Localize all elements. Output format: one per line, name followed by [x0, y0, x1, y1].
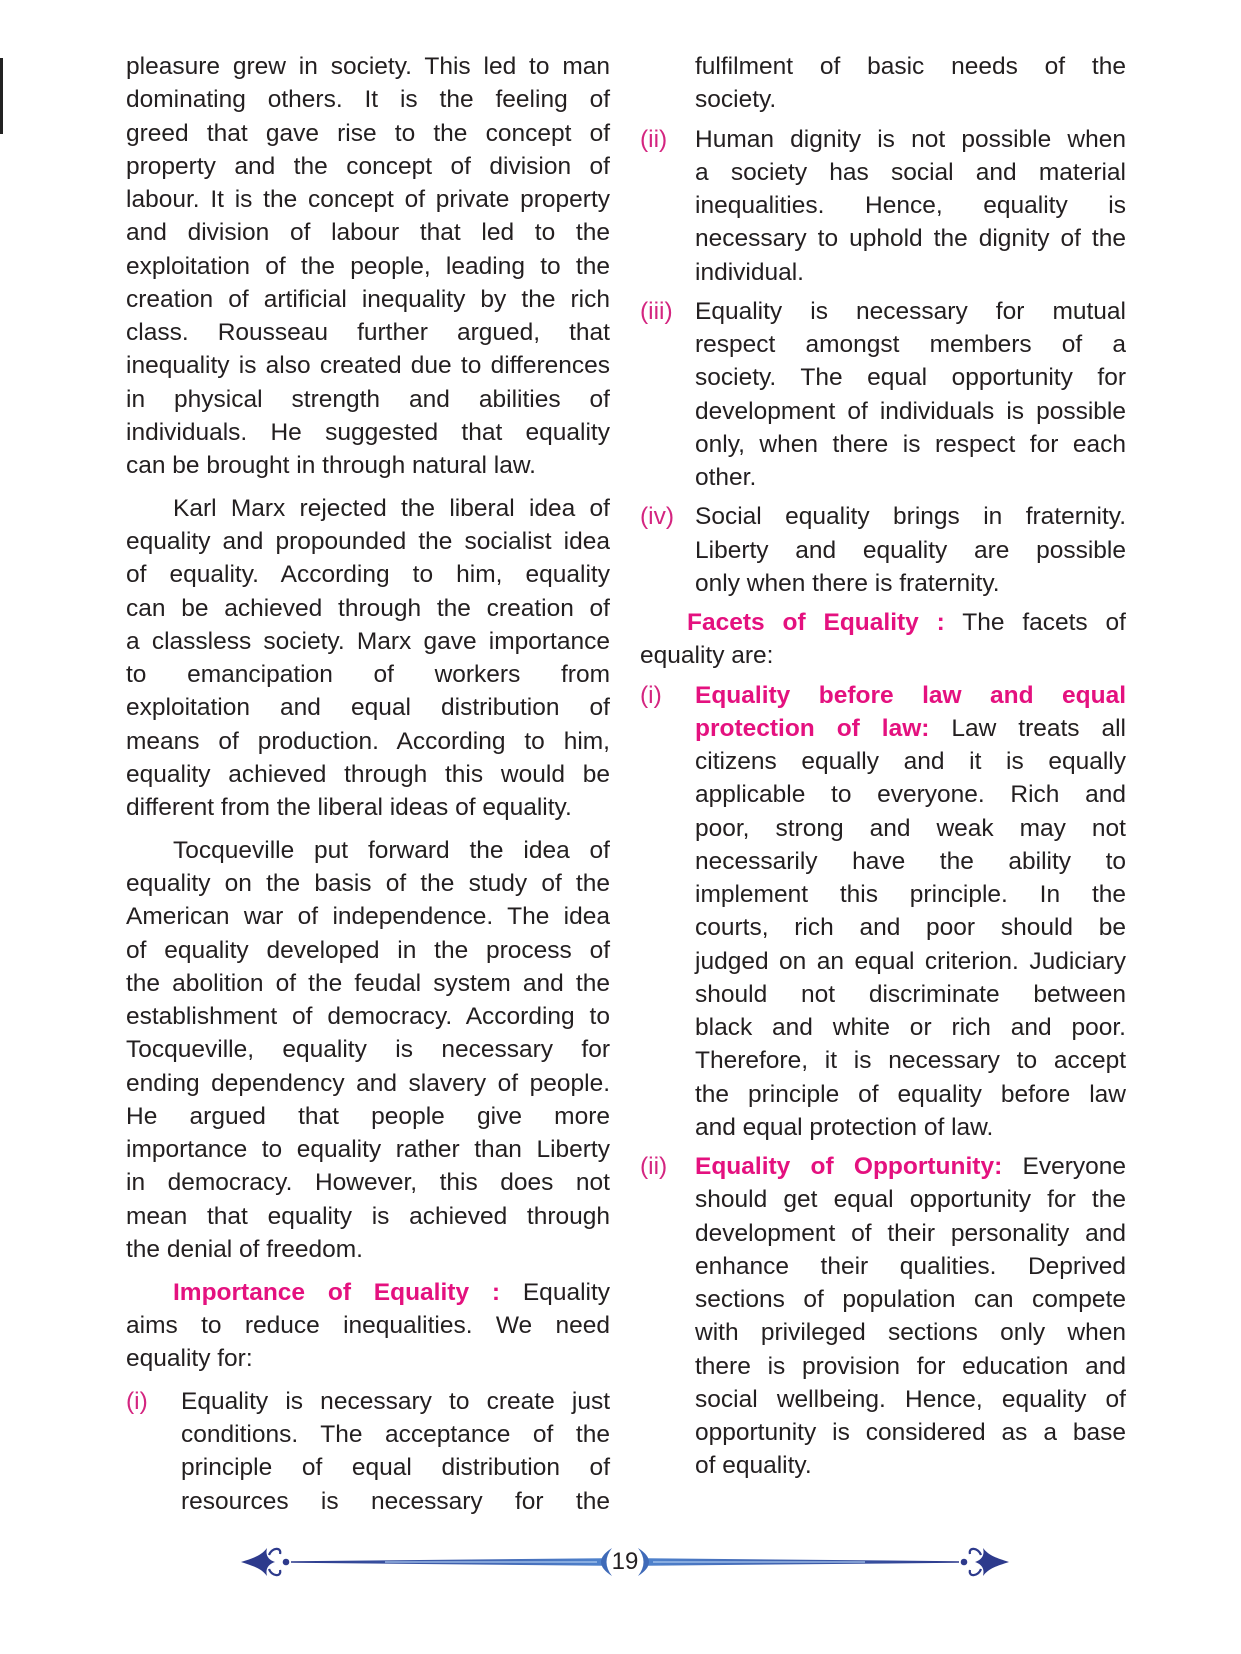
list-item [640, 679, 1126, 1145]
text-line [640, 606, 1126, 639]
list-numeral: (iv) [640, 503, 675, 531]
page-number-bracket-right [638, 1548, 649, 1576]
text-line: applicable to everyone. Rich and [695, 781, 1126, 809]
text-line: Tocqueville put forward the idea of [173, 836, 610, 864]
block-text [126, 1276, 610, 1376]
text-line: and equal protection of law. [695, 1113, 994, 1141]
text-line: to emancipation of workers from [126, 661, 610, 688]
text-line: greed that gave rise to the concept of [126, 119, 610, 147]
text-line: Karl Marx rejected the liberal idea of [173, 494, 610, 522]
text-line: dominating others. It is the feeling of [126, 86, 610, 114]
footer-flourish-left [241, 1548, 289, 1576]
bold-heading-text: Facets of Equality : [687, 609, 945, 636]
text-line: courts, rich and poor should be [695, 914, 1126, 942]
text-line: exploitation of the people, leading to the [126, 252, 610, 280]
text-line: a society has social and material [695, 158, 1126, 186]
text-line: the abolition of the feudal system and the [126, 969, 610, 997]
page-number: 19 [611, 1548, 639, 1575]
block-text [126, 492, 610, 825]
text-line [695, 679, 1126, 712]
text-line: Liberty and equality are possible [695, 536, 1126, 564]
list-item [640, 123, 1126, 289]
bold-heading-text: Importance of Equality : [173, 1278, 501, 1306]
block-text [695, 123, 1126, 289]
text-line: the principle of equality before law [695, 1080, 1126, 1108]
text-line: establishment of democracy. According to [126, 1003, 610, 1030]
text-line: necessary to uphold the dignity of the [695, 225, 1126, 253]
bold-heading-text: Equality before law and equal [695, 681, 1126, 709]
text-line: only, when there is respect for each [695, 430, 1126, 458]
block-text [695, 295, 1126, 495]
text-line: American war of independence. The idea [126, 903, 610, 931]
text-line: equality on the basis of the study of the [126, 870, 610, 897]
text-line: respect amongst members of a [695, 331, 1126, 358]
paragraph [640, 606, 1126, 673]
text-line: fulfilment of basic needs of the [695, 53, 1126, 80]
text-line: principle of equal distribution of [181, 1454, 610, 1482]
text-line: can be achieved through the creation of [126, 594, 610, 622]
text-line: pleasure grew in society. This led to man [126, 53, 610, 80]
text-line: citizens equally and it is equally [695, 748, 1126, 775]
text-line: of equality. According to him, equality [126, 561, 610, 589]
text-line: social wellbeing. Hence, equality of [695, 1385, 1126, 1413]
text-line: individual. [695, 258, 804, 286]
text-line: importance to equality rather than Liberty [126, 1136, 610, 1163]
block-text [695, 500, 1126, 600]
text-line: creation of artificial inequality by the rich [126, 285, 610, 313]
text-line [695, 712, 1126, 745]
block-text [695, 50, 1126, 117]
flourish-curl-bottom [269, 1569, 280, 1575]
text-line: property and the concept of division of [126, 152, 610, 180]
text-line: Tocqueville, equality is necessary for [126, 1036, 610, 1064]
list-item-continued [640, 50, 1126, 117]
text-line: conditions. The acceptance of the [181, 1421, 610, 1448]
text-line: resources is necessary for the [181, 1487, 610, 1515]
text-line: other. [695, 464, 757, 491]
paragraph [126, 1276, 610, 1376]
text-line: should not discriminate between [695, 980, 1126, 1008]
text-line: aims to reduce inequalities. We need [126, 1311, 610, 1339]
text-line: equality and propounded the socialist idea [126, 528, 610, 555]
right-column [640, 50, 1126, 1483]
text-line: equality achieved through this would be [126, 760, 610, 788]
text-line: the denial of freedom. [126, 1235, 363, 1263]
block-text [640, 606, 1126, 673]
text-line: sections of population can compete [695, 1286, 1126, 1313]
text-line: individuals. He suggested that equality [126, 418, 610, 446]
text-line: labour. It is the concept of private property [126, 186, 610, 213]
text-line: Therefore, it is necessary to accept [695, 1047, 1126, 1075]
text-line: Human dignity is not possible when [695, 125, 1126, 153]
block-text [695, 1150, 1126, 1483]
flourish-curl-bottom [970, 1569, 981, 1575]
block-text [695, 679, 1126, 1145]
text-line: exploitation and equal distribution of [126, 694, 610, 722]
text-line: of equality developed in the process of [126, 936, 610, 964]
list-numeral: (ii) [640, 1153, 668, 1180]
flourish-dot [283, 1559, 290, 1566]
text-line: judged on an equal criterion. Judiciary [695, 947, 1126, 975]
text-line [695, 1150, 1126, 1183]
text-line: black and white or rich and poor. [695, 1014, 1126, 1041]
text-line: development of individuals is possible [695, 397, 1126, 425]
text-run: Law treats all [929, 714, 1126, 742]
text-line: only when there is fraternity. [695, 569, 1000, 597]
text-run: Equality [500, 1278, 611, 1306]
text-line: class. Rousseau further argued, that [126, 319, 610, 346]
footer-flourish-right [961, 1548, 1009, 1576]
text-line: there is provision for education and [695, 1352, 1126, 1380]
page-edge-mark [0, 58, 3, 134]
text-line [126, 1276, 610, 1309]
block-text [126, 834, 610, 1266]
left-column [126, 50, 610, 1518]
paragraph [126, 834, 610, 1266]
text-line: society. The equal opportunity for [695, 364, 1126, 392]
paragraph-continued [126, 50, 610, 482]
text-line: enhance their qualities. Deprived [695, 1252, 1126, 1280]
text-line: should get equal opportunity for the [695, 1186, 1126, 1214]
list-numeral: (ii) [640, 125, 668, 153]
text-line: can be brought in through natural law. [126, 452, 536, 479]
text-line: mean that equality is achieved through [126, 1202, 610, 1230]
text-line: equality are: [640, 642, 774, 670]
list-numeral: (iii) [640, 297, 673, 325]
text-line: different from the liberal ideas of equality. [126, 794, 572, 821]
text-line: inequalities. Hence, equality is [695, 192, 1126, 219]
list-item [640, 295, 1126, 495]
text-line: of equality. [695, 1452, 812, 1480]
text-line: Equality is necessary for mutual [695, 297, 1126, 325]
text-line: and division of labour that led to the [126, 219, 610, 247]
text-line: in physical strength and abilities of [126, 385, 610, 413]
text-line: with privileged sections only when [695, 1319, 1126, 1347]
text-line: development of their personality and [695, 1219, 1126, 1247]
text-line: inequality is also created due to differences [126, 352, 610, 380]
text-line: implement this principle. In the [695, 881, 1126, 908]
flourish-curl-top [970, 1549, 981, 1555]
text-line: Equality is necessary to create just [181, 1387, 610, 1415]
text-run: The facets of [944, 609, 1126, 636]
list-item [640, 1150, 1126, 1483]
text-line: opportunity is considered as a base [695, 1419, 1126, 1446]
text-line: necessarily have the ability to [695, 847, 1126, 875]
text-line: a classless society. Marx gave importance [126, 627, 610, 655]
text-line: means of production. According to him, [126, 727, 610, 755]
list-numeral: (i) [126, 1387, 148, 1415]
text-line: ending dependency and slavery of people. [126, 1069, 610, 1097]
text-run: Everyone [1002, 1153, 1126, 1180]
paragraph [126, 492, 610, 825]
text-line: He argued that people give more [126, 1102, 610, 1130]
flourish-dot [961, 1559, 968, 1566]
text-line: poor, strong and weak may not [695, 814, 1126, 842]
list-numeral: (i) [640, 681, 662, 709]
bold-heading-text: protection of law: [695, 714, 930, 742]
flourish-curl-top [269, 1549, 280, 1555]
text-line: society. [695, 86, 777, 114]
list-item [126, 1385, 610, 1518]
block-text [126, 50, 610, 482]
text-line: Social equality brings in fraternity. [695, 503, 1126, 531]
text-line: in democracy. However, this does not [126, 1169, 610, 1197]
text-line: equality for: [126, 1345, 253, 1372]
bold-heading-text: Equality of Opportunity: [695, 1153, 1003, 1180]
list-item [640, 500, 1126, 600]
block-text [181, 1385, 610, 1518]
